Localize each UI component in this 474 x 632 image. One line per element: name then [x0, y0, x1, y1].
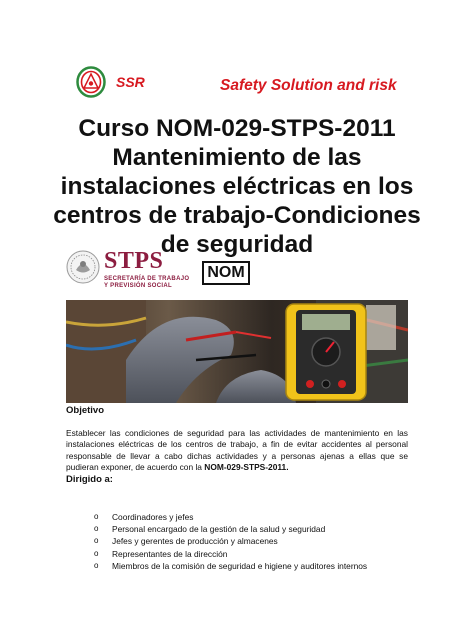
list-item-text: Personal encargado de la gestión de la salud y seguridad: [112, 524, 326, 535]
brand-tagline: Safety Solution and risk: [220, 77, 397, 94]
audience-list: [94, 511, 424, 572]
title-line: de seguridad: [160, 231, 314, 258]
brand-name: SSR: [116, 74, 145, 90]
title-line: Mantenimiento de las: [112, 144, 362, 171]
title-line: Curso NOM-029-STPS-2011: [78, 115, 396, 142]
bullet-icon: o: [94, 548, 99, 558]
list-item-text: Miembros de la comisión de seguridad e higiene y auditores internos: [112, 560, 368, 571]
list-item: [94, 511, 424, 523]
list-item: [94, 523, 424, 535]
mexico-seal-icon: [66, 250, 100, 284]
bullet-icon: o: [94, 524, 99, 534]
objetivo-norm-reference: NOM-029-STPS-2011.: [204, 462, 289, 473]
list-item-text: Coordinadores y jefes: [112, 512, 194, 522]
course-title: [20, 114, 454, 259]
bullet-icon: o: [94, 512, 99, 521]
title-line: instalaciones eléctricas en los: [60, 173, 414, 200]
stps-subtitle: SECRETARÍA DE TRABAJO: [104, 276, 190, 282]
dirigido-heading: Dirigido a:: [66, 474, 113, 485]
header: [76, 66, 406, 102]
list-item-text: Representantes de la dirección: [112, 548, 228, 559]
ssr-logo: [76, 66, 106, 98]
bullet-icon: o: [94, 560, 99, 570]
title-line: centros de trabajo-Condiciones: [53, 202, 421, 229]
objetivo-paragraph: [66, 428, 408, 474]
list-item-text: Jefes y gerentes de producción y almacenes: [112, 536, 278, 547]
stps-subtitle: Y PREVISIÓN SOCIAL: [104, 283, 172, 289]
nom-label: NOM: [202, 261, 250, 285]
bullet-icon: o: [94, 536, 99, 546]
electrician-multimeter-photo: [66, 300, 408, 403]
list-item: [94, 535, 424, 547]
objetivo-text: Establecer las condiciones de seguridad para las actividades de mantenimiento en las instalaciones eléctricas de los centros de trabajo, a fin de evitar accidentes al personal responsable de llevar a cabo dichas actividades y a personas ajenas a ellas que se pudieran exponer, de acuerdo con la: [66, 428, 408, 473]
list-item: [94, 548, 424, 560]
objetivo-heading: Objetivo: [66, 405, 105, 416]
list-item: [94, 560, 424, 572]
stps-wordmark: STPS: [104, 248, 164, 274]
